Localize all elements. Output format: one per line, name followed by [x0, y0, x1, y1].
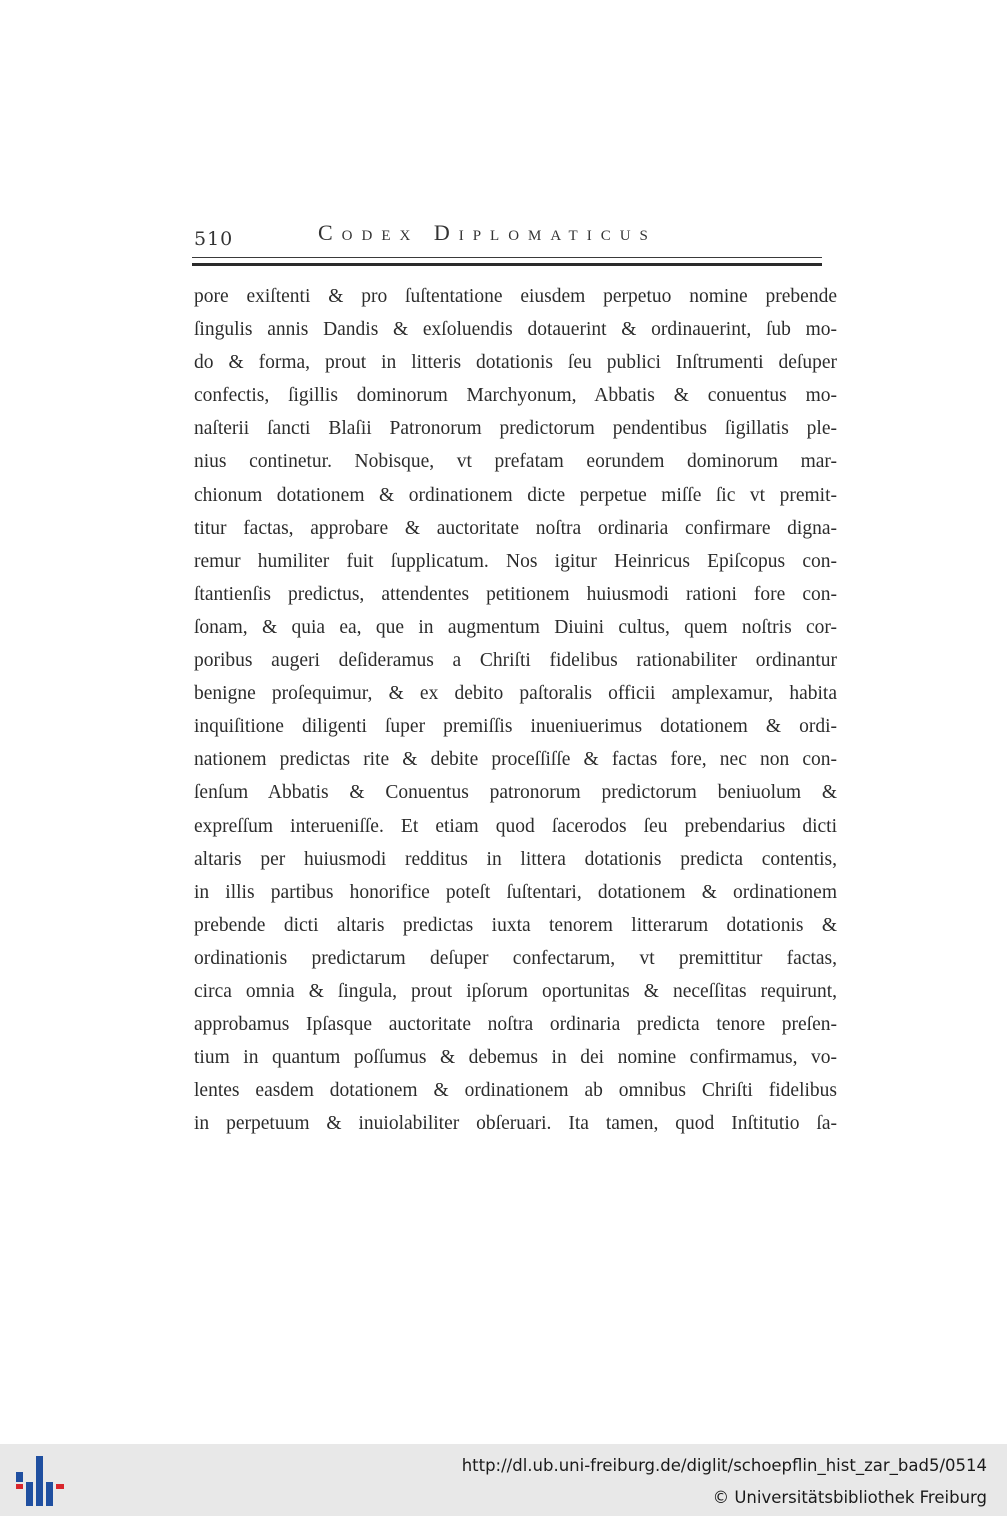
- ub-freiburg-logo-icon[interactable]: [14, 1454, 66, 1508]
- footer-copyright: © Universitätsbibliothek Freiburg: [712, 1488, 987, 1507]
- text-line: titur factas, approbare & auctoritate noſtra ordinaria confirmare digna-: [194, 517, 837, 539]
- text-line: nius continetur. Nobisque, vt prefatam eorundem dominorum mar-: [194, 451, 837, 473]
- logo-bar-right: [46, 1482, 53, 1506]
- text-line: benigne proſequimur, & ex debito paſtoralis officii amplexamur, habita: [194, 683, 837, 705]
- text-line: circa omnia & ſingula, prout ipſorum oportunitas & neceſſitas requirunt,: [194, 980, 837, 1002]
- logo-accent-right: [56, 1484, 64, 1489]
- page-number: 510: [194, 228, 234, 250]
- text-line: poribus augeri deſideramus a Chriſti fidelibus rationabiliter ordinantur: [194, 650, 837, 672]
- text-line: approbamus Ipſasque auctoritate noſtra ordinaria predicta tenore preſen-: [194, 1014, 837, 1036]
- text-line: naſterii ſancti Blaſii Patronorum predictorum pendentibus ſigillatis ple-: [194, 418, 837, 440]
- text-line: ſonam, & quia ea, que in augmentum Diuini cultus, quem noſtris cor-: [194, 616, 837, 638]
- logo-bar-left-top: [16, 1472, 23, 1482]
- text-line: ſenſum Abbatis & Conuentus patronorum predictorum beniuolum &: [194, 782, 837, 804]
- text-line: confectis, ſigillis dominorum Marchyonum, Abbatis & conuentus mo-: [194, 385, 837, 407]
- text-line: inquiſitione diligenti ſuper premiſſis inueniuerimus dotationem & ordi-: [194, 716, 837, 738]
- text-line: ordinationis predictarum deſuper confectarum, vt premittitur factas,: [194, 947, 837, 969]
- text-line: ſingulis annis Dandis & exſoluendis dotauerint & ordinauerint, ſub mo-: [194, 319, 837, 341]
- text-line: remur humiliter fuit ſupplicatum. Nos igitur Heinricus Epiſcopus con-: [194, 550, 837, 572]
- body-text: [194, 280, 837, 1140]
- text-line: in perpetuum & inuiolabiliter obſeruari. Ita tamen, quod Inſtitutio ſa-: [194, 1113, 837, 1135]
- text-line: in illis partibus honorifice poteſt ſuſtentari, dotationem & ordinationem: [194, 881, 837, 903]
- text-line: prebende dicti altaris predictas iuxta tenorem litterarum dotationis &: [194, 914, 837, 936]
- text-line: lentes easdem dotationem & ordinationem ab omnibus Chriſti fidelibus: [194, 1080, 837, 1102]
- logo-accent-left: [16, 1484, 23, 1489]
- logo-bar-left-bottom: [26, 1482, 33, 1506]
- header-rule-thick: [192, 263, 822, 266]
- text-line: tium in quantum poſſumus & debemus in dei nomine confirmamus, vo-: [194, 1047, 837, 1069]
- text-line: do & forma, prout in litteris dotationis ſeu publici Inſtrumenti deſuper: [194, 352, 837, 374]
- footer-bar: [0, 1444, 1007, 1516]
- running-title: Codex Diplomaticus: [318, 220, 657, 245]
- text-line: expreſſum interueniſſe. Et etiam quod ſacerodos ſeu prebendarius dicti: [194, 815, 837, 837]
- text-line: nationem predictas rite & debite proceſſiſſe & factas fore, nec non con-: [194, 749, 837, 771]
- header-rule-thin: [192, 257, 822, 258]
- text-line: altaris per huiusmodi redditus in littera dotationis predicta contentis,: [194, 848, 837, 870]
- text-line: ſtantienſis predictus, attendentes petitionem huiusmodi rationi fore con-: [194, 583, 837, 605]
- text-line: chionum dotationem & ordinationem dicte perpetue miſſe ſic vt premit-: [194, 484, 837, 506]
- text-line: pore exiſtenti & pro ſuſtentatione eiusdem perpetuo nomine prebende: [194, 286, 837, 307]
- logo-bar-center: [36, 1456, 43, 1506]
- page-header: [192, 218, 822, 250]
- footer-url-link[interactable]: http://dl.ub.uni-freiburg.de/diglit/schoepflin_hist_zar_bad5/0514: [461, 1456, 987, 1475]
